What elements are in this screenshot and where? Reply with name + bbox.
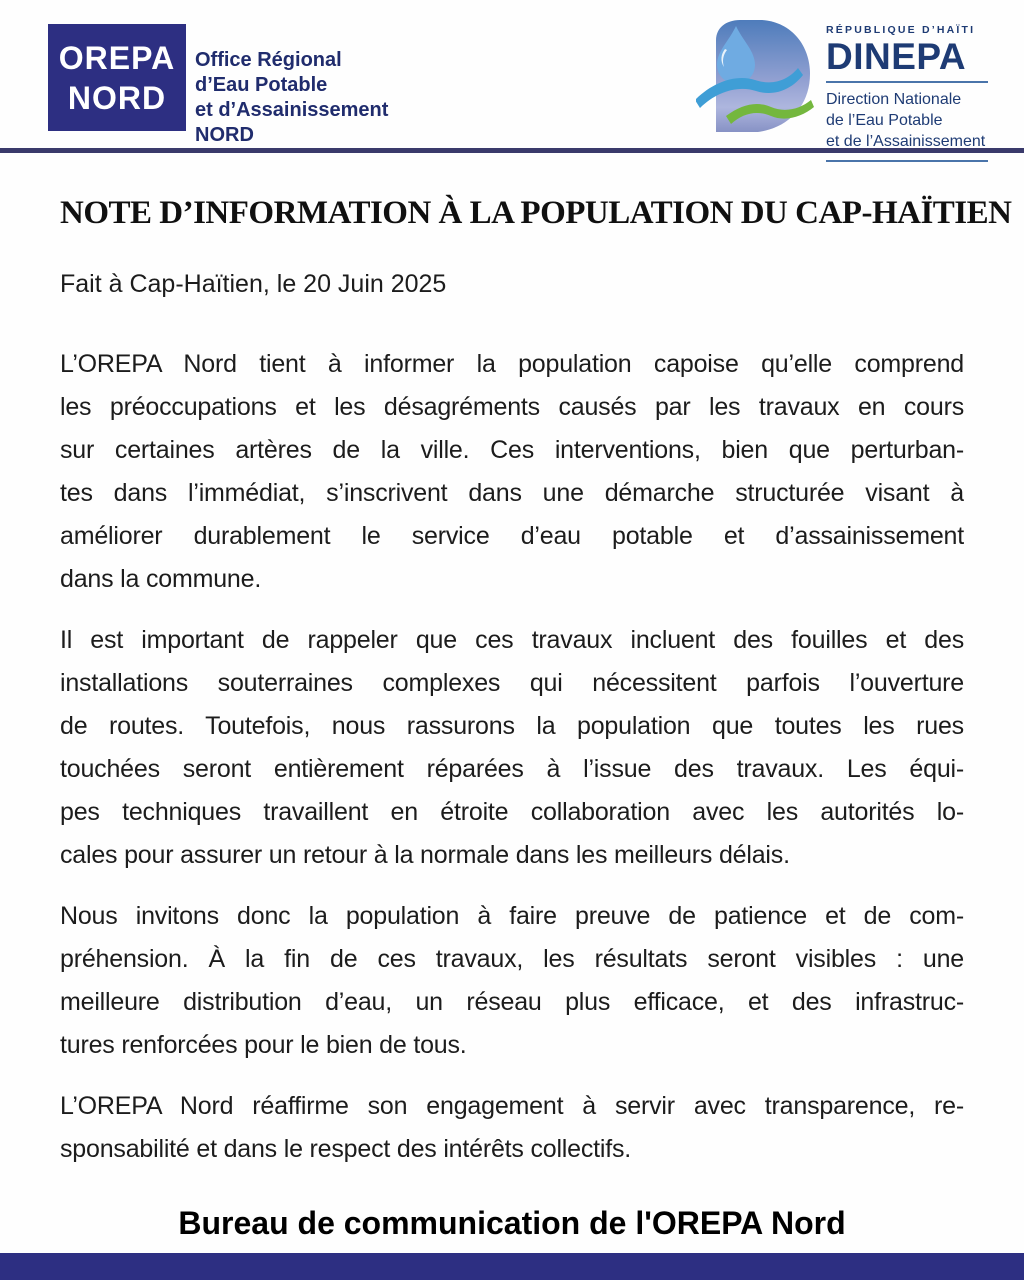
dinepa-logo [696, 14, 988, 168]
text-line: Nous invitons donc la population à faire preuve de patience et de com- [60, 902, 964, 930]
dinepa-caption-line: Direction Nationale [826, 91, 962, 108]
orepa-logo-caption [195, 24, 388, 148]
text-line: tes dans l’immédiat, s’inscrivent dans une démarche structurée visant à [60, 479, 964, 507]
orepa-caption-line: Office Régional [195, 49, 342, 71]
text-line: meilleure distribution d’eau, un réseau plus efficace, et des infrastruc- [60, 988, 964, 1016]
dinepa-caption-line: de l’Eau Potable [826, 112, 943, 129]
orepa-nord-logo-box [48, 24, 186, 131]
document-header [0, 0, 1024, 148]
text-line: les préoccupations et les désagréments causés par les travaux en cours [60, 393, 964, 421]
text-line: améliorer durablement le service d’eau potable et d’assainissement [60, 522, 964, 550]
text-line: cales pour assurer un retour à la normale dans les meilleurs délais. [60, 841, 790, 869]
document-title: NOTE D’INFORMATION À LA POPULATION DU CAP-HAÏTIEN [60, 195, 1012, 231]
text-line: L’OREPA Nord tient à informer la population capoise qu’elle comprend [60, 350, 964, 378]
dinepa-caption-line: et de l’Assainissement [826, 133, 986, 150]
paragraph-4 [60, 1085, 964, 1171]
text-line: de routes. Toutefois, nous rassurons la population que toutes les rues [60, 712, 964, 740]
dateline: Fait à Cap-Haïtien, le 20 Juin 2025 [60, 270, 447, 298]
document-body [0, 153, 1024, 1242]
text-line: préhension. À la fin de ces travaux, les résultats seront visibles : une [60, 945, 964, 973]
dinepa-caption [826, 89, 988, 152]
text-line: pes techniques travaillent en étroite collaboration avec les autorités lo- [60, 798, 964, 826]
paragraph-2 [60, 619, 964, 877]
signature-footer: Bureau de communication de l'OREPA Nord [178, 1205, 846, 1241]
orepa-nord-logo [48, 24, 388, 148]
orepa-logo-line2: NORD [67, 79, 167, 116]
text-line: Il est important de rappeler que ces travaux incluent des fouilles et des [60, 626, 964, 654]
text-line: installations souterraines complexes qui nécessitent parfois l’ouverture [60, 669, 964, 697]
paragraph-1 [60, 343, 964, 601]
text-line: L’OREPA Nord réaffirme son engagement à servir avec transparence, re- [60, 1092, 964, 1120]
orepa-caption-line: et d’Assainissement [195, 99, 389, 121]
dinepa-acronym: DINEPA [826, 36, 967, 77]
text-line: sur certaines artères de la ville. Ces interventions, bien que perturban- [60, 436, 964, 464]
dinepa-rule-bottom [826, 160, 988, 162]
dinepa-rule-top [826, 81, 988, 83]
paragraph-3 [60, 895, 964, 1067]
orepa-caption-line: NORD [195, 124, 254, 146]
text-line: touchées seront entièrement réparées à l’issue des travaux. Les équi- [60, 755, 964, 783]
dinepa-logo-text [826, 14, 988, 168]
text-line: tures renforcées pour le bien de tous. [60, 1031, 467, 1059]
orepa-caption-line: d’Eau Potable [195, 74, 328, 96]
text-line: dans la commune. [60, 565, 262, 593]
text-line: sponsabilité et dans le respect des intérêts collectifs. [60, 1135, 632, 1163]
dinepa-republic-label: RÉPUBLIQUE D’HAÏTI [826, 24, 976, 36]
orepa-logo-line1: OREPA [58, 39, 176, 76]
dinepa-water-drop-emblem-icon [696, 14, 818, 138]
bottom-bar [0, 1253, 1024, 1280]
